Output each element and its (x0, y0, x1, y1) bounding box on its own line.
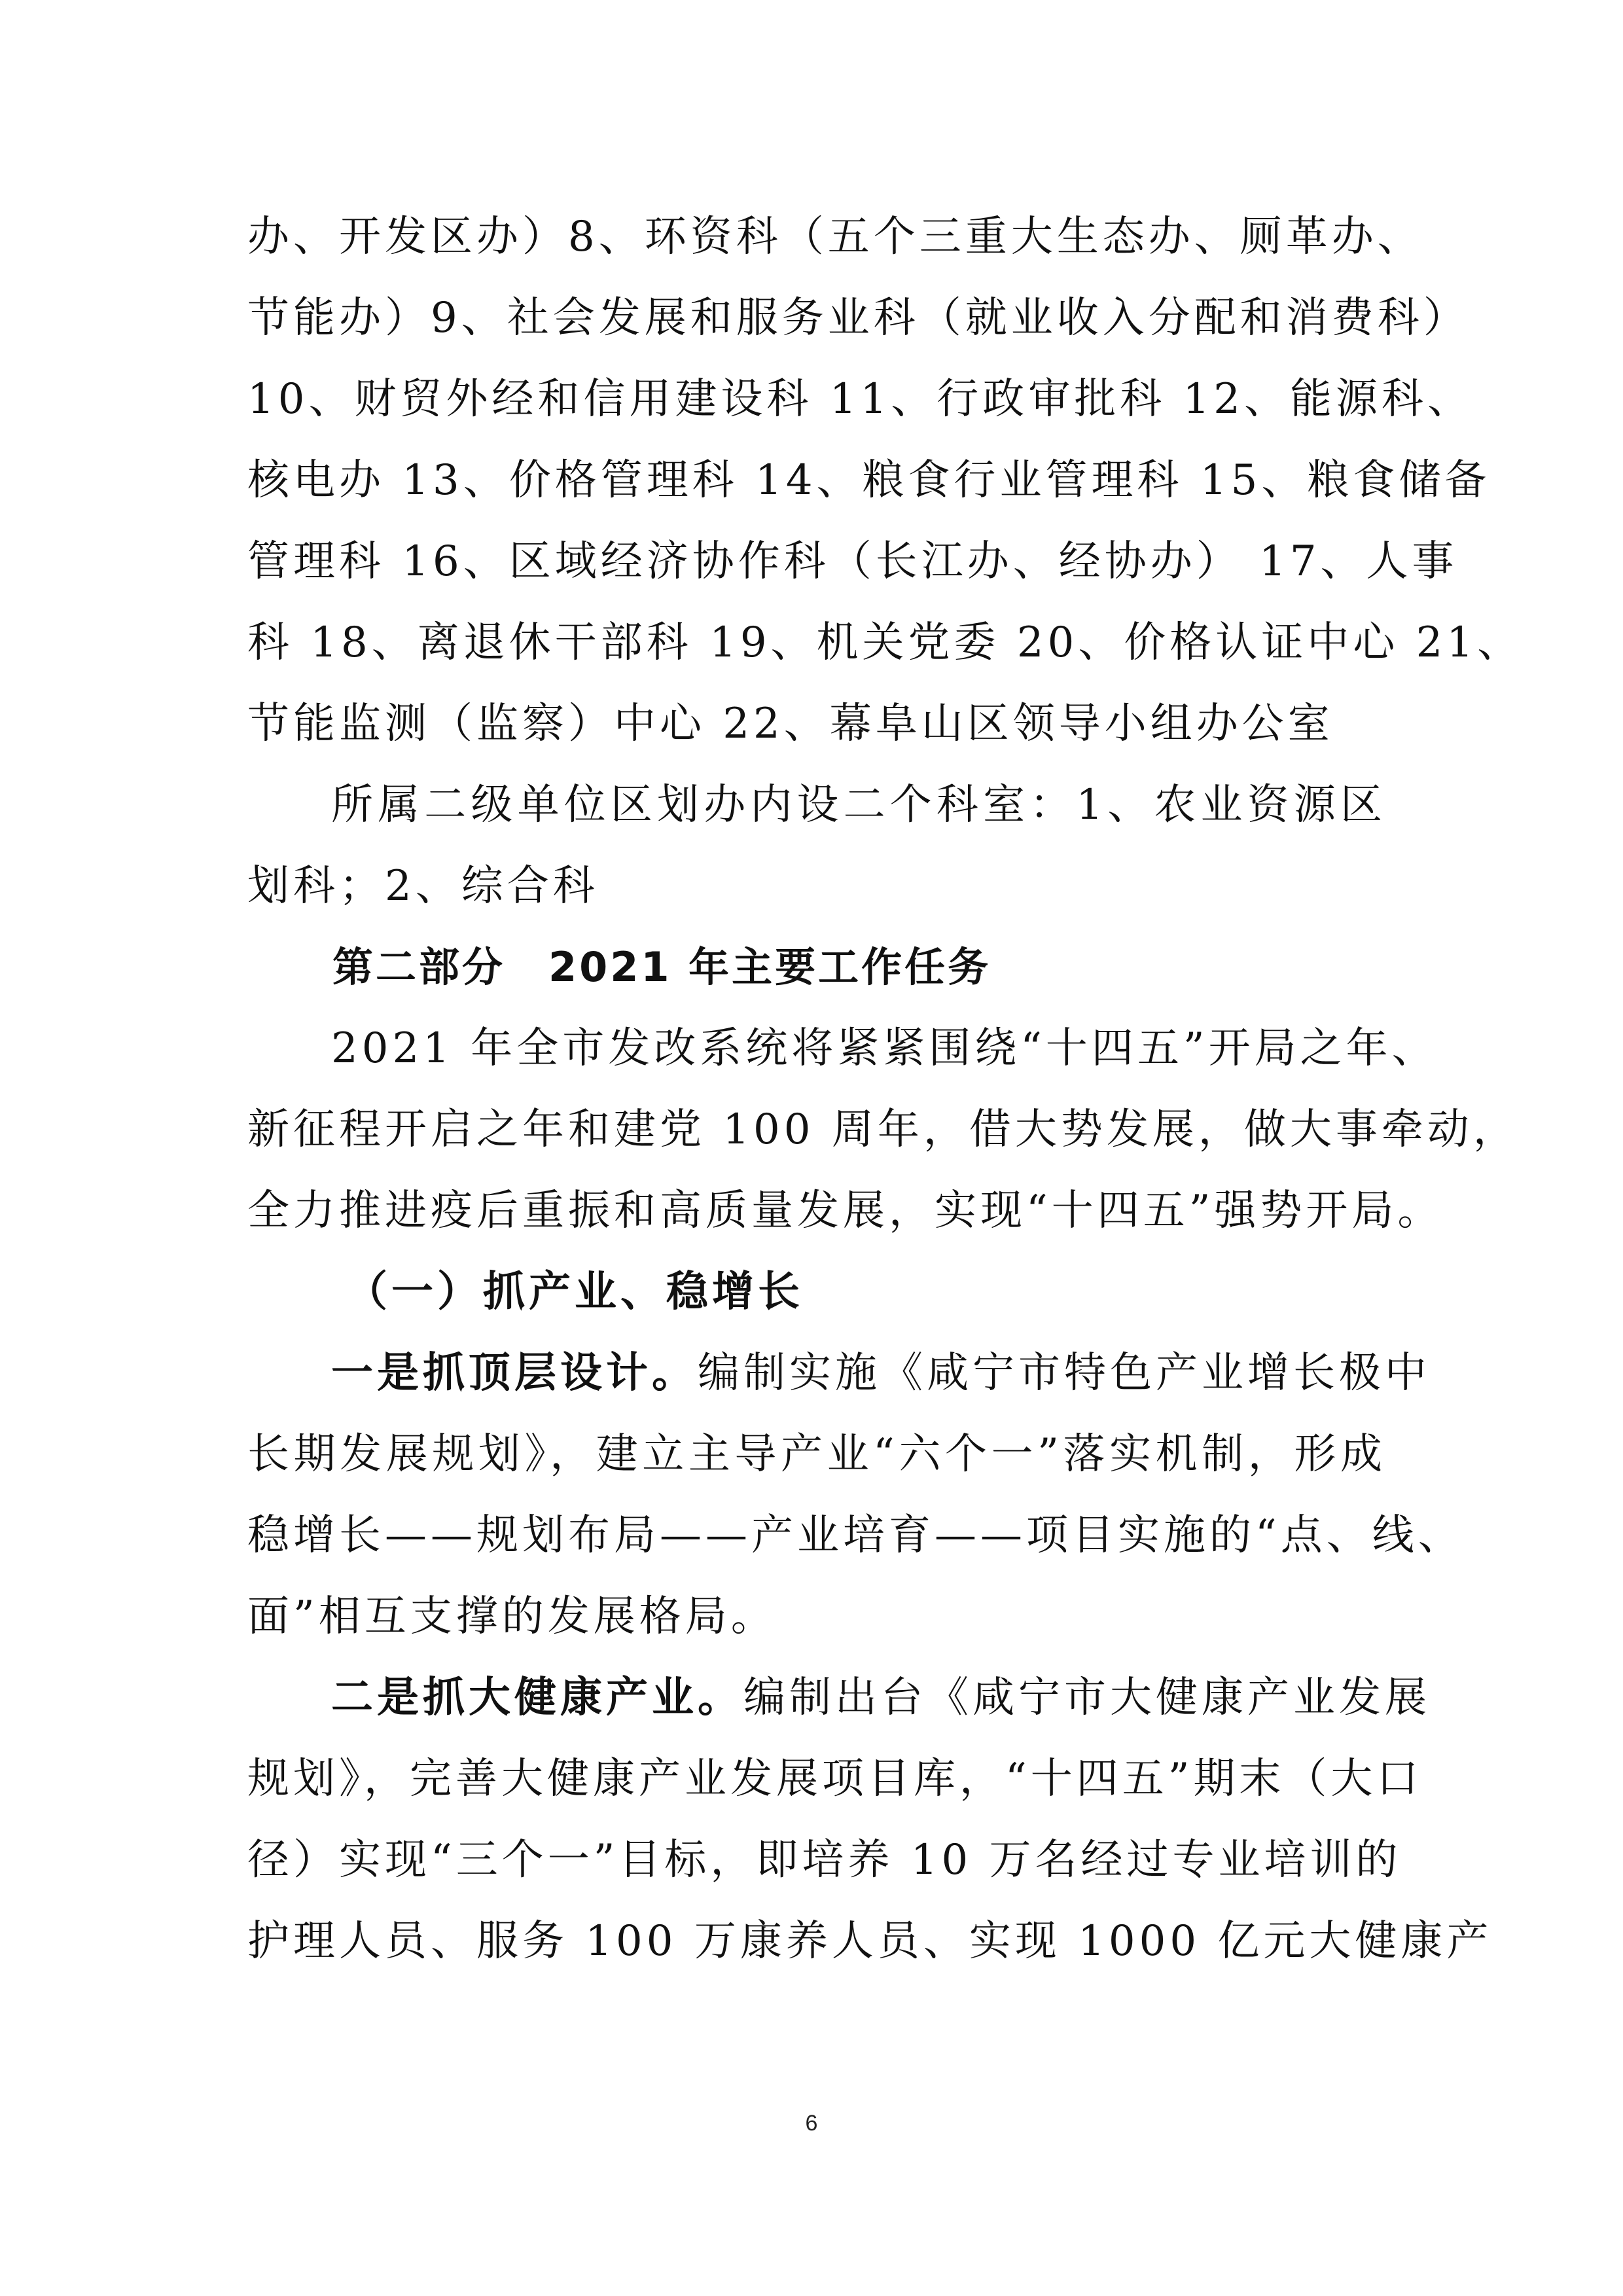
text-line: 节能办）9、社会发展和服务业科（就业收入分配和消费科） (247, 294, 1469, 342)
text-line: 管理科 16、区域经济协作科（长江办、经协办） 17、人事 (247, 537, 1458, 586)
text-line: 护理人员、服务 100 万康养人员、实现 1000 亿元大健康产 (247, 1917, 1493, 1965)
section-heading: 第二部分 2021 年主要工作任务 (332, 943, 991, 991)
text-line: 全力推进疫后重振和高质量发展，实现“十四五”强势开局。 (247, 1187, 1444, 1235)
item-lead: 二是抓大健康产业。 (331, 1673, 743, 1722)
text-line: 规划》，完善大健康产业发展项目库，“十四五”期末（大口 (247, 1755, 1423, 1803)
item-text: 编制实施《咸宁市特色产业增长极中 (698, 1349, 1431, 1397)
text-line: 面”相互支撑的发展格局。 (247, 1592, 777, 1641)
department-list-paragraph (247, 196, 1524, 764)
text-line: 稳增长——规划布局——产业培育——项目实施的“点、线、 (247, 1511, 1464, 1560)
item-paragraph-2 (247, 1657, 1493, 1982)
text-line: 径）实现“三个一”目标，即培养 10 万名经过专业培训的 (247, 1836, 1402, 1884)
text-line (247, 1657, 1431, 1738)
text-line: 节能监测（监察）中心 22、幕阜山区领导小组办公室 (247, 700, 1334, 748)
page-number: 6 (805, 2111, 818, 2136)
text-line: 办、开发区办）8、环资科（五个三重大生态办、厕革办、 (247, 213, 1423, 261)
text-line: 10、财贸外经和信用建设科 11、行政审批科 12、能源科、 (247, 375, 1473, 423)
item-lead: 一是抓顶层设计。 (331, 1348, 698, 1397)
text-line: 划科；2、综合科 (247, 862, 599, 910)
intro-paragraph (247, 1008, 1519, 1251)
item-text: 编制出台《咸宁市大健康产业发展 (743, 1674, 1431, 1722)
text-line: 核电办 13、价格管理科 14、粮食行业管理科 15、粮食储备 (247, 456, 1491, 505)
item-paragraph-1 (247, 1333, 1464, 1657)
text-line (247, 1333, 1431, 1414)
text-line: 长期发展规划》，建立主导产业“六个一”落实机制，形成 (247, 1430, 1386, 1479)
sub-unit-paragraph (247, 764, 1386, 927)
text-line: 所属二级单位区划办内设二个科室：1、农业资源区 (331, 781, 1386, 829)
text-line: 2021 年全市发改系统将紧紧围绕“十四五”开局之年、 (331, 1024, 1438, 1073)
text-line: 新征程开启之年和建党 100 周年，借大势发展，做大事牵动， (247, 1105, 1519, 1154)
text-line: 科 18、离退休干部科 19、机关党委 20、价格认证中心 21、 (247, 619, 1524, 667)
document-body (247, 196, 1524, 1982)
subsection-heading: （一）抓产业、稳增长 (346, 1267, 804, 1316)
